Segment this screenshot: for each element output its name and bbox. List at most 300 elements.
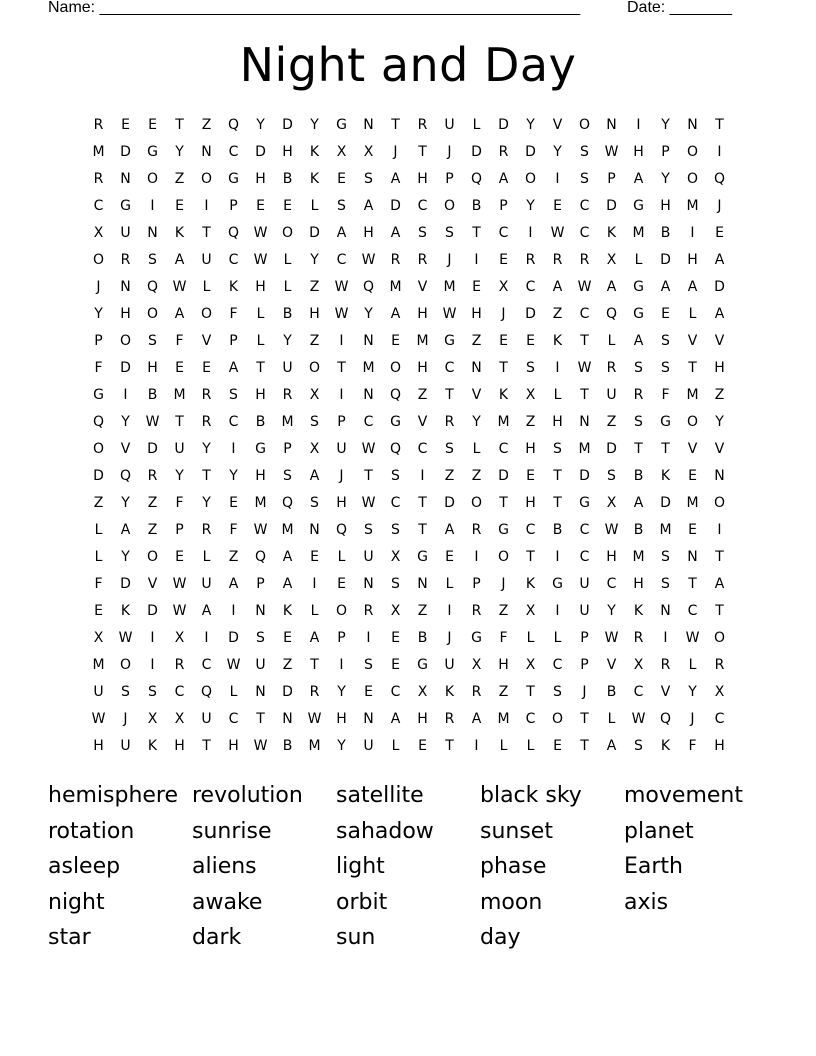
grid-letter[interactable]: E xyxy=(364,684,373,700)
grid-letter[interactable]: H xyxy=(417,306,428,322)
grid-letter[interactable]: L xyxy=(202,549,211,565)
grid-letter[interactable]: T xyxy=(202,225,211,241)
grid-letter[interactable]: C xyxy=(390,684,401,700)
grid-letter[interactable]: R xyxy=(282,387,293,403)
grid-letter[interactable]: U xyxy=(201,711,212,727)
grid-letter[interactable]: D xyxy=(525,306,536,322)
grid-letter[interactable]: Z xyxy=(147,495,158,511)
grid-letter[interactable]: E xyxy=(148,117,157,133)
grid-letter[interactable]: T xyxy=(202,468,211,484)
grid-letter[interactable]: W xyxy=(118,630,133,646)
grid-letter[interactable]: S xyxy=(634,738,643,754)
grid-letter[interactable]: U xyxy=(444,117,455,133)
grid-letter[interactable]: H xyxy=(525,495,536,511)
grid-letter[interactable]: R xyxy=(201,387,212,403)
grid-letter[interactable]: W xyxy=(253,252,268,268)
grid-letter[interactable]: I xyxy=(123,387,128,403)
grid-letter[interactable]: V xyxy=(606,657,617,673)
grid-letter[interactable]: Z xyxy=(174,171,185,187)
grid-letter[interactable]: U xyxy=(120,738,131,754)
grid-letter[interactable]: S xyxy=(229,387,238,403)
grid-letter[interactable]: C xyxy=(579,306,590,322)
grid-letter[interactable]: I xyxy=(150,657,155,673)
grid-letter[interactable]: E xyxy=(175,549,184,565)
grid-letter[interactable]: Z xyxy=(552,306,563,322)
grid-letter[interactable]: S xyxy=(337,198,346,214)
grid-letter[interactable]: E xyxy=(391,657,400,673)
grid-letter[interactable]: Y xyxy=(202,441,211,457)
grid-letter[interactable]: J xyxy=(501,576,506,592)
grid-letter[interactable]: Q xyxy=(92,414,105,430)
grid-letter[interactable]: F xyxy=(175,495,184,511)
grid-letter[interactable]: S xyxy=(148,684,157,700)
grid-letter[interactable]: W xyxy=(685,630,700,646)
grid-letter[interactable]: Z xyxy=(417,603,428,619)
grid-letter[interactable]: H xyxy=(282,144,293,160)
grid-letter[interactable]: H xyxy=(255,171,266,187)
grid-letter[interactable]: D xyxy=(579,468,590,484)
grid-letter[interactable]: D xyxy=(147,441,158,457)
grid-letter[interactable]: T xyxy=(499,360,508,376)
grid-letter[interactable]: X xyxy=(93,630,104,646)
grid-letter[interactable]: R xyxy=(201,414,212,430)
grid-letter[interactable]: E xyxy=(715,225,724,241)
grid-letter[interactable]: A xyxy=(282,576,293,592)
grid-letter[interactable]: W xyxy=(550,225,565,241)
grid-letter[interactable]: X xyxy=(174,630,185,646)
grid-letter[interactable]: A xyxy=(714,252,725,268)
grid-letter[interactable]: W xyxy=(253,522,268,538)
grid-letter[interactable]: S xyxy=(553,441,562,457)
grid-letter[interactable]: B xyxy=(255,414,266,430)
grid-letter[interactable]: P xyxy=(472,576,481,592)
grid-letter[interactable]: T xyxy=(580,711,589,727)
grid-letter[interactable]: W xyxy=(334,306,349,322)
grid-letter[interactable]: G xyxy=(498,522,509,538)
grid-letter[interactable]: N xyxy=(147,225,158,241)
grid-letter[interactable]: A xyxy=(363,198,374,214)
grid-letter[interactable]: C xyxy=(201,657,212,673)
grid-letter[interactable]: L xyxy=(310,603,319,619)
grid-letter[interactable]: A xyxy=(228,360,239,376)
grid-letter[interactable]: X xyxy=(525,603,536,619)
grid-letter[interactable]: I xyxy=(690,225,695,241)
grid-letter[interactable]: C xyxy=(228,252,239,268)
grid-letter[interactable]: Y xyxy=(94,306,103,322)
grid-letter[interactable]: Q xyxy=(119,468,132,484)
grid-letter[interactable]: U xyxy=(444,657,455,673)
grid-letter[interactable]: E xyxy=(229,495,238,511)
grid-letter[interactable]: Q xyxy=(335,522,348,538)
grid-letter[interactable]: I xyxy=(474,738,479,754)
grid-letter[interactable]: L xyxy=(553,630,562,646)
grid-letter[interactable]: H xyxy=(120,306,131,322)
grid-letter[interactable]: J xyxy=(501,306,506,322)
grid-letter[interactable]: C xyxy=(417,441,428,457)
grid-letter[interactable]: M xyxy=(497,711,510,727)
grid-letter[interactable]: R xyxy=(93,171,104,187)
grid-letter[interactable]: K xyxy=(120,603,131,619)
grid-letter[interactable]: G xyxy=(390,414,401,430)
grid-letter[interactable]: W xyxy=(577,279,592,295)
grid-letter[interactable]: W xyxy=(172,576,187,592)
grid-letter[interactable]: R xyxy=(552,252,563,268)
grid-letter[interactable]: G xyxy=(93,387,104,403)
grid-letter[interactable]: A xyxy=(444,522,455,538)
grid-letter[interactable]: I xyxy=(717,522,722,538)
grid-letter[interactable]: R xyxy=(606,360,617,376)
grid-letter[interactable]: R xyxy=(201,522,212,538)
grid-letter[interactable]: X xyxy=(417,684,428,700)
grid-letter[interactable]: U xyxy=(201,576,212,592)
grid-letter[interactable]: W xyxy=(604,522,619,538)
grid-letter[interactable]: Y xyxy=(202,495,211,511)
grid-letter[interactable]: J xyxy=(393,144,398,160)
grid-letter[interactable]: V xyxy=(120,441,131,457)
grid-letter[interactable]: L xyxy=(283,252,292,268)
grid-letter[interactable]: Y xyxy=(688,684,697,700)
grid-letter[interactable]: A xyxy=(606,279,617,295)
grid-letter[interactable]: Y xyxy=(175,468,184,484)
grid-letter[interactable]: X xyxy=(309,441,320,457)
grid-letter[interactable]: D xyxy=(93,468,104,484)
grid-letter[interactable]: P xyxy=(580,630,589,646)
grid-letter[interactable]: C xyxy=(336,252,347,268)
grid-letter[interactable]: D xyxy=(282,684,293,700)
grid-letter[interactable]: N xyxy=(606,117,617,133)
grid-letter[interactable]: S xyxy=(391,468,400,484)
grid-letter[interactable]: U xyxy=(579,576,590,592)
grid-letter[interactable]: H xyxy=(336,711,347,727)
grid-letter[interactable]: E xyxy=(202,360,211,376)
grid-letter[interactable]: L xyxy=(256,333,265,349)
grid-letter[interactable]: E xyxy=(445,549,454,565)
grid-letter[interactable]: V xyxy=(687,441,698,457)
grid-letter[interactable]: F xyxy=(229,306,238,322)
grid-letter[interactable]: C xyxy=(228,144,239,160)
grid-letter[interactable]: S xyxy=(445,441,454,457)
grid-letter[interactable]: M xyxy=(389,279,402,295)
grid-letter[interactable]: W xyxy=(334,279,349,295)
grid-letter[interactable]: R xyxy=(633,387,644,403)
grid-letter[interactable]: U xyxy=(606,387,617,403)
grid-letter[interactable]: S xyxy=(391,576,400,592)
grid-letter[interactable]: O xyxy=(686,144,699,160)
grid-letter[interactable]: O xyxy=(551,711,564,727)
grid-letter[interactable]: K xyxy=(498,387,509,403)
grid-letter[interactable]: W xyxy=(577,360,592,376)
grid-letter[interactable]: W xyxy=(253,738,268,754)
grid-letter[interactable]: D xyxy=(228,630,239,646)
grid-letter[interactable]: W xyxy=(226,657,241,673)
grid-letter[interactable]: X xyxy=(471,657,482,673)
grid-letter[interactable]: T xyxy=(580,333,589,349)
grid-letter[interactable]: O xyxy=(146,171,159,187)
grid-letter[interactable]: S xyxy=(418,225,427,241)
grid-letter[interactable]: Z xyxy=(606,414,617,430)
grid-letter[interactable]: E xyxy=(175,360,184,376)
grid-letter[interactable]: C xyxy=(228,711,239,727)
grid-letter[interactable]: D xyxy=(471,144,482,160)
grid-letter[interactable]: W xyxy=(172,279,187,295)
grid-letter[interactable]: O xyxy=(524,171,537,187)
grid-letter[interactable]: K xyxy=(282,603,293,619)
grid-letter[interactable]: O xyxy=(686,171,699,187)
grid-letter[interactable]: C xyxy=(579,225,590,241)
grid-letter[interactable]: O xyxy=(119,333,132,349)
grid-letter[interactable]: P xyxy=(229,333,238,349)
grid-letter[interactable]: E xyxy=(283,630,292,646)
grid-letter[interactable]: J xyxy=(447,252,452,268)
grid-letter[interactable]: U xyxy=(363,549,374,565)
grid-letter[interactable]: A xyxy=(309,630,320,646)
grid-letter[interactable]: H xyxy=(714,738,725,754)
grid-letter[interactable]: T xyxy=(688,360,697,376)
grid-letter[interactable]: L xyxy=(256,306,265,322)
grid-letter[interactable]: O xyxy=(686,414,699,430)
grid-letter[interactable]: D xyxy=(120,360,131,376)
grid-letter[interactable]: R xyxy=(93,117,104,133)
grid-letter[interactable]: X xyxy=(606,495,617,511)
grid-letter[interactable]: W xyxy=(631,711,646,727)
grid-letter[interactable]: E xyxy=(688,522,697,538)
grid-letter[interactable]: A xyxy=(390,225,401,241)
grid-letter[interactable]: P xyxy=(175,522,184,538)
grid-letter[interactable]: B xyxy=(282,306,293,322)
grid-letter[interactable]: G xyxy=(147,144,158,160)
grid-letter[interactable]: H xyxy=(363,225,374,241)
grid-letter[interactable]: E xyxy=(337,171,346,187)
grid-letter[interactable]: T xyxy=(661,441,670,457)
grid-letter[interactable]: I xyxy=(474,549,479,565)
grid-letter[interactable]: M xyxy=(416,333,429,349)
grid-letter[interactable]: A xyxy=(633,171,644,187)
grid-letter[interactable]: M xyxy=(659,522,672,538)
grid-letter[interactable]: E xyxy=(283,198,292,214)
grid-letter[interactable]: X xyxy=(309,387,320,403)
grid-letter[interactable]: O xyxy=(92,441,105,457)
grid-letter[interactable]: W xyxy=(361,252,376,268)
grid-letter[interactable]: V xyxy=(417,279,428,295)
grid-letter[interactable]: B xyxy=(633,522,644,538)
grid-letter[interactable]: H xyxy=(687,252,698,268)
grid-letter[interactable]: P xyxy=(445,171,454,187)
grid-letter[interactable]: O xyxy=(713,495,726,511)
grid-letter[interactable]: B xyxy=(606,684,617,700)
grid-letter[interactable]: S xyxy=(310,495,319,511)
grid-letter[interactable]: T xyxy=(472,225,481,241)
name-field[interactable]: Name: ______________________________________________________ xyxy=(48,0,581,16)
grid-letter[interactable]: D xyxy=(498,468,509,484)
grid-letter[interactable]: G xyxy=(552,576,563,592)
grid-letter[interactable]: S xyxy=(661,360,670,376)
grid-letter[interactable]: W xyxy=(145,414,160,430)
grid-letter[interactable]: E xyxy=(688,468,697,484)
grid-letter[interactable]: X xyxy=(363,144,374,160)
grid-letter[interactable]: T xyxy=(175,414,184,430)
grid-letter[interactable]: X xyxy=(93,225,104,241)
grid-letter[interactable]: S xyxy=(553,684,562,700)
grid-letter[interactable]: Z xyxy=(525,414,536,430)
grid-letter[interactable]: H xyxy=(228,738,239,754)
grid-letter[interactable]: T xyxy=(445,738,454,754)
grid-letter[interactable]: H xyxy=(606,549,617,565)
grid-letter[interactable]: O xyxy=(200,171,213,187)
grid-letter[interactable]: C xyxy=(552,657,563,673)
grid-letter[interactable]: O xyxy=(497,549,510,565)
grid-letter[interactable]: T xyxy=(553,495,562,511)
grid-letter[interactable]: C xyxy=(174,684,185,700)
grid-letter[interactable]: J xyxy=(582,684,587,700)
grid-letter[interactable]: Y xyxy=(526,117,535,133)
grid-letter[interactable]: C xyxy=(498,225,509,241)
grid-letter[interactable]: E xyxy=(310,549,319,565)
grid-letter[interactable]: T xyxy=(580,738,589,754)
grid-letter[interactable]: S xyxy=(607,468,616,484)
grid-letter[interactable]: F xyxy=(94,576,103,592)
grid-letter[interactable]: E xyxy=(553,198,562,214)
grid-letter[interactable]: L xyxy=(472,117,481,133)
grid-letter[interactable]: L xyxy=(229,684,238,700)
grid-letter[interactable]: C xyxy=(714,711,725,727)
grid-letter[interactable]: Q xyxy=(200,684,213,700)
date-field[interactable]: Date: _______ xyxy=(627,0,732,16)
grid-letter[interactable]: N xyxy=(309,522,320,538)
grid-letter[interactable]: E xyxy=(499,252,508,268)
grid-letter[interactable]: O xyxy=(578,117,591,133)
grid-letter[interactable]: R xyxy=(471,684,482,700)
grid-letter[interactable]: L xyxy=(445,576,454,592)
grid-letter[interactable]: A xyxy=(201,603,212,619)
grid-letter[interactable]: X xyxy=(390,549,401,565)
grid-letter[interactable]: S xyxy=(580,144,589,160)
grid-letter[interactable]: U xyxy=(363,738,374,754)
grid-letter[interactable]: N xyxy=(687,549,698,565)
grid-letter[interactable]: X xyxy=(390,603,401,619)
grid-letter[interactable]: K xyxy=(606,225,617,241)
grid-letter[interactable]: E xyxy=(94,603,103,619)
grid-letter[interactable]: N xyxy=(687,117,698,133)
grid-letter[interactable]: I xyxy=(231,441,236,457)
grid-letter[interactable]: K xyxy=(174,225,185,241)
grid-letter[interactable]: Y xyxy=(256,117,265,133)
grid-letter[interactable]: Y xyxy=(229,468,238,484)
grid-letter[interactable]: P xyxy=(499,198,508,214)
grid-letter[interactable]: B xyxy=(282,171,293,187)
grid-letter[interactable]: H xyxy=(255,279,266,295)
grid-letter[interactable]: H xyxy=(660,198,671,214)
grid-letter[interactable]: Z xyxy=(201,117,212,133)
grid-letter[interactable]: E xyxy=(391,333,400,349)
grid-letter[interactable]: N xyxy=(363,117,374,133)
grid-letter[interactable]: S xyxy=(364,522,373,538)
grid-letter[interactable]: B xyxy=(633,468,644,484)
grid-letter[interactable]: M xyxy=(443,279,456,295)
grid-letter[interactable]: M xyxy=(281,522,294,538)
grid-letter[interactable]: L xyxy=(283,279,292,295)
grid-letter[interactable]: H xyxy=(471,306,482,322)
grid-letter[interactable]: D xyxy=(606,441,617,457)
grid-letter[interactable]: N xyxy=(579,414,590,430)
grid-letter[interactable]: Q xyxy=(146,279,159,295)
grid-letter[interactable]: K xyxy=(660,738,671,754)
grid-letter[interactable]: J xyxy=(447,630,452,646)
grid-letter[interactable]: L xyxy=(499,738,508,754)
grid-letter[interactable]: M xyxy=(281,414,294,430)
grid-letter[interactable]: I xyxy=(663,630,668,646)
grid-letter[interactable]: U xyxy=(579,603,590,619)
grid-letter[interactable]: Q xyxy=(362,279,375,295)
grid-letter[interactable]: U xyxy=(93,684,104,700)
grid-letter[interactable]: Z xyxy=(309,333,320,349)
grid-letter[interactable]: I xyxy=(528,225,533,241)
grid-letter[interactable]: G xyxy=(471,630,482,646)
grid-letter[interactable]: O xyxy=(443,198,456,214)
grid-letter[interactable]: Y xyxy=(364,306,373,322)
grid-letter[interactable]: M xyxy=(92,657,105,673)
grid-letter[interactable]: Y xyxy=(337,684,346,700)
grid-letter[interactable]: C xyxy=(93,198,104,214)
grid-letter[interactable]: P xyxy=(283,441,292,457)
grid-letter[interactable]: J xyxy=(717,198,722,214)
grid-letter[interactable]: C xyxy=(444,360,455,376)
grid-letter[interactable]: X xyxy=(174,711,185,727)
grid-letter[interactable]: Z xyxy=(147,522,158,538)
grid-letter[interactable]: E xyxy=(256,198,265,214)
grid-letter[interactable]: E xyxy=(121,117,130,133)
grid-letter[interactable]: J xyxy=(339,468,344,484)
grid-letter[interactable]: C xyxy=(525,279,536,295)
grid-letter[interactable]: U xyxy=(174,441,185,457)
grid-letter[interactable]: A xyxy=(687,279,698,295)
grid-letter[interactable]: M xyxy=(632,549,645,565)
grid-letter[interactable]: X xyxy=(525,657,536,673)
grid-letter[interactable]: A xyxy=(228,576,239,592)
grid-letter[interactable]: T xyxy=(526,684,535,700)
grid-letter[interactable]: A xyxy=(309,468,320,484)
grid-letter[interactable]: C xyxy=(606,576,617,592)
grid-letter[interactable]: N xyxy=(120,279,131,295)
grid-letter[interactable]: F xyxy=(94,360,103,376)
grid-letter[interactable]: M xyxy=(686,387,699,403)
grid-letter[interactable]: Q xyxy=(713,171,726,187)
grid-letter[interactable]: E xyxy=(472,279,481,295)
grid-letter[interactable]: R xyxy=(471,522,482,538)
grid-letter[interactable]: W xyxy=(307,711,322,727)
grid-letter[interactable]: Y xyxy=(472,414,481,430)
grid-letter[interactable]: T xyxy=(553,468,562,484)
grid-letter[interactable]: L xyxy=(94,549,103,565)
grid-letter[interactable]: Z xyxy=(471,468,482,484)
grid-letter[interactable]: F xyxy=(175,333,184,349)
grid-letter[interactable]: T xyxy=(526,549,535,565)
grid-letter[interactable]: H xyxy=(525,441,536,457)
grid-letter[interactable]: R xyxy=(417,252,428,268)
grid-letter[interactable]: G xyxy=(120,198,131,214)
grid-letter[interactable]: W xyxy=(172,603,187,619)
grid-letter[interactable]: Q xyxy=(389,387,402,403)
grid-letter[interactable]: R xyxy=(120,252,131,268)
grid-letter[interactable]: P xyxy=(229,198,238,214)
grid-letter[interactable]: L xyxy=(337,549,346,565)
grid-letter[interactable]: D xyxy=(525,144,536,160)
grid-letter[interactable]: W xyxy=(604,144,619,160)
grid-letter[interactable]: A xyxy=(174,306,185,322)
grid-letter[interactable]: S xyxy=(256,630,265,646)
grid-letter[interactable]: O xyxy=(146,306,159,322)
grid-letter[interactable]: X xyxy=(147,711,158,727)
grid-letter[interactable]: H xyxy=(498,657,509,673)
